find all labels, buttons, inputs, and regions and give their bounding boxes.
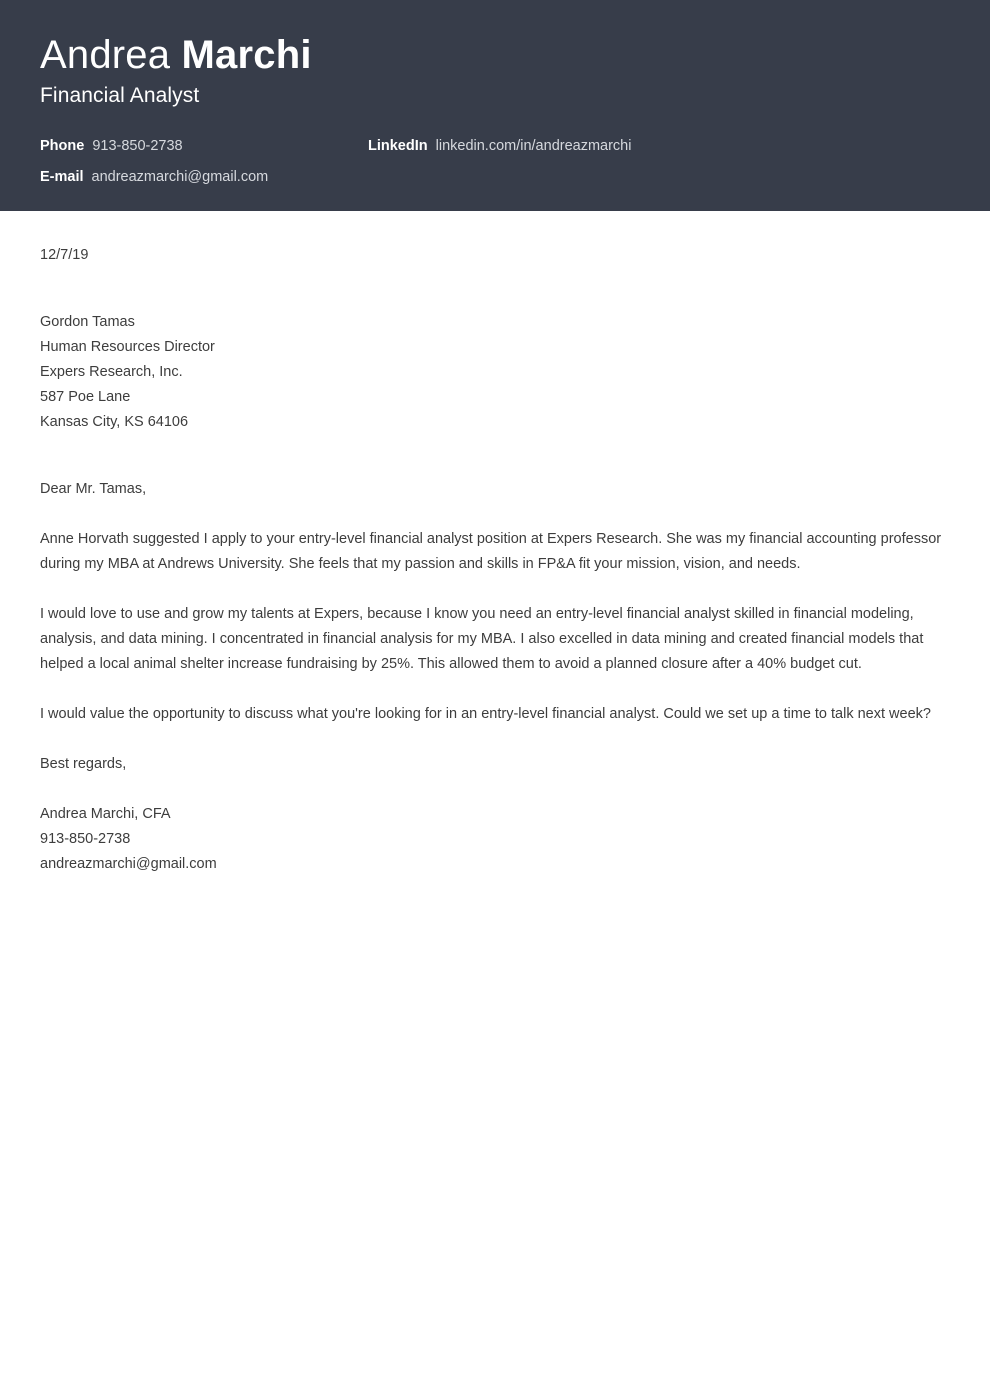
- applicant-last-name: Marchi: [181, 33, 312, 77]
- letter-paragraph-3: I would value the opportunity to discuss what you're looking for in an entry-level financial analyst. Could we set up a time to talk next week?: [40, 706, 931, 722]
- contact-email[interactable]: [40, 169, 368, 185]
- signature-name: Andrea Marchi, CFA: [40, 806, 171, 822]
- contact-email-label: E-mail: [40, 169, 84, 185]
- contact-phone-label: Phone: [40, 138, 85, 154]
- letter-closing: Best regards,: [40, 756, 127, 772]
- letter-date: 12/7/19: [40, 247, 89, 263]
- recipient-address-block: [40, 310, 945, 435]
- recipient-city-state-zip: Kansas City, KS 64106: [40, 414, 189, 430]
- signature-phone: 913-850-2738: [40, 831, 131, 847]
- applicant-name: [40, 32, 950, 78]
- contact-grid-spacer: [368, 169, 950, 185]
- signature-block: [40, 802, 945, 877]
- letter-header: [0, 0, 990, 211]
- recipient-company: Expers Research, Inc.: [40, 364, 183, 380]
- contact-linkedin[interactable]: [368, 138, 950, 154]
- signature-email[interactable]: andreazmarchi@gmail.com: [40, 856, 217, 872]
- name-space: [170, 33, 181, 77]
- letter-body: [0, 243, 990, 917]
- letter-paragraph-1: Anne Horvath suggested I apply to your entry-level financial analyst position at Expers Research. She was my financial accounting professor during my MBA at Andrews University. She feels that my passion and skills in FP&A fit your mission, vision, and needs.: [40, 531, 942, 572]
- letter-salutation: Dear Mr. Tamas,: [40, 481, 147, 497]
- applicant-first-name: Andrea: [40, 33, 171, 77]
- contact-phone: [40, 138, 368, 154]
- recipient-title: Human Resources Director: [40, 339, 215, 355]
- contact-details: [40, 138, 950, 185]
- contact-linkedin-label: LinkedIn: [368, 138, 428, 154]
- applicant-job-title: Financial Analyst: [40, 84, 200, 107]
- recipient-street: 587 Poe Lane: [40, 389, 131, 405]
- contact-linkedin-value[interactable]: linkedin.com/in/andreazmarchi: [435, 138, 632, 154]
- contact-email-value[interactable]: andreazmarchi@gmail.com: [91, 169, 269, 185]
- contact-phone-value: 913-850-2738: [92, 138, 183, 154]
- letter-paragraph-2: I would love to use and grow my talents at Expers, because I know you need an entry-level financial analyst skilled in financial modeling, analysis, and data mining. I concentrated in financial analysis for my MBA. I also excelled in data mining and created financial models that helped a local animal shelter increase fundraising by 25%. This allowed them to avoid a planned closure after a 40% budget cut.: [40, 606, 924, 672]
- recipient-name: Gordon Tamas: [40, 314, 135, 330]
